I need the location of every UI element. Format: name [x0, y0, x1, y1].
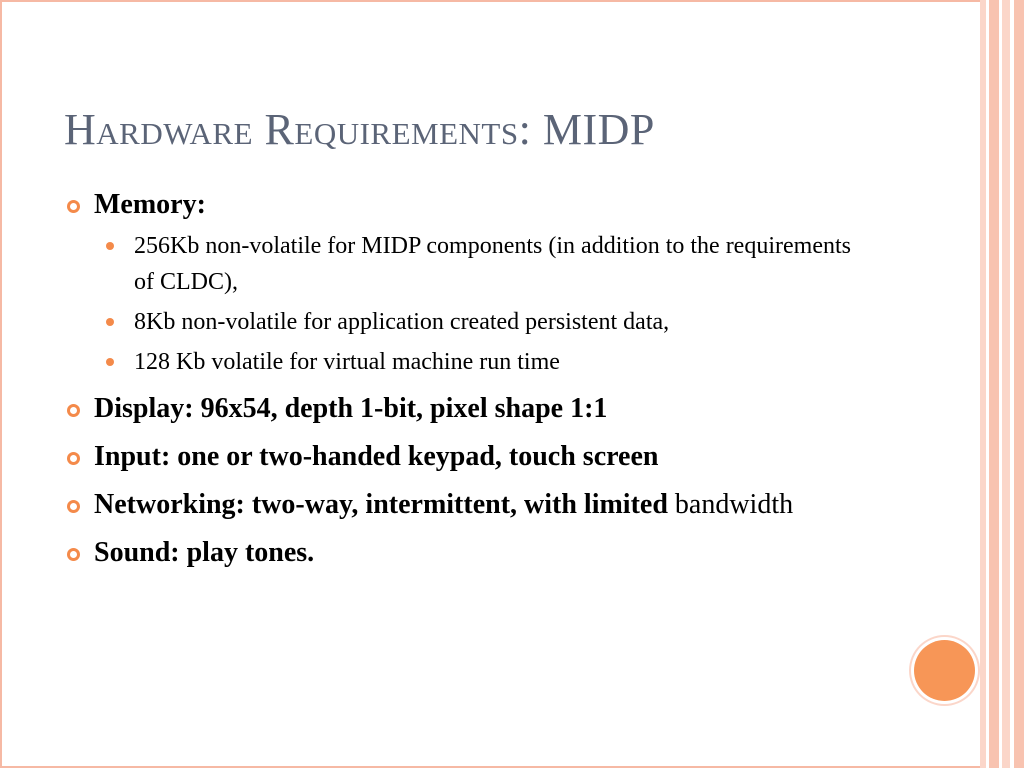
sound-text: Sound: play tones.: [94, 537, 315, 568]
memory-item: [134, 344, 864, 380]
stripe: [1002, 0, 1010, 768]
filled-dot-icon: [106, 242, 114, 250]
filled-dot-icon: [106, 318, 114, 326]
bullet-sound: [64, 534, 864, 572]
hollow-circle-icon: [67, 548, 80, 561]
hollow-circle-icon: [67, 200, 80, 213]
orange-circle-icon: [914, 640, 975, 701]
decorative-stripes: [980, 0, 1024, 768]
memory-item-text: 256Kb non-volatile for MIDP components (in addition to the requirements of CLDC),: [134, 233, 851, 295]
bullet-display: [64, 390, 864, 428]
networking-bold-text: Networking: two-way, intermittent, with limited: [94, 489, 668, 520]
stripe: [989, 0, 999, 768]
hollow-circle-icon: [67, 404, 80, 417]
hollow-circle-icon: [67, 452, 80, 465]
bullet-networking: [64, 486, 834, 524]
bullet-input: [64, 438, 824, 476]
input-text: Input: one or two-handed keypad, touch screen: [94, 441, 659, 472]
memory-item: [134, 304, 864, 340]
display-text: Display: 96x54, depth 1-bit, pixel shape 1:1: [94, 393, 608, 424]
memory-item-text: 128 Kb volatile for virtual machine run time: [134, 349, 560, 375]
slide-content: [64, 186, 864, 572]
bullet-memory: [64, 186, 864, 224]
filled-dot-icon: [106, 358, 114, 366]
memory-label: Memory:: [94, 189, 206, 220]
hollow-circle-icon: [67, 500, 80, 513]
memory-item-text: 8Kb non-volatile for application created persistent data,: [134, 309, 670, 335]
slide-title: Hardware Requirements: MIDP: [64, 105, 655, 154]
memory-item: [134, 228, 864, 300]
networking-normal-text: bandwidth: [667, 489, 794, 520]
stripe: [1014, 0, 1024, 768]
